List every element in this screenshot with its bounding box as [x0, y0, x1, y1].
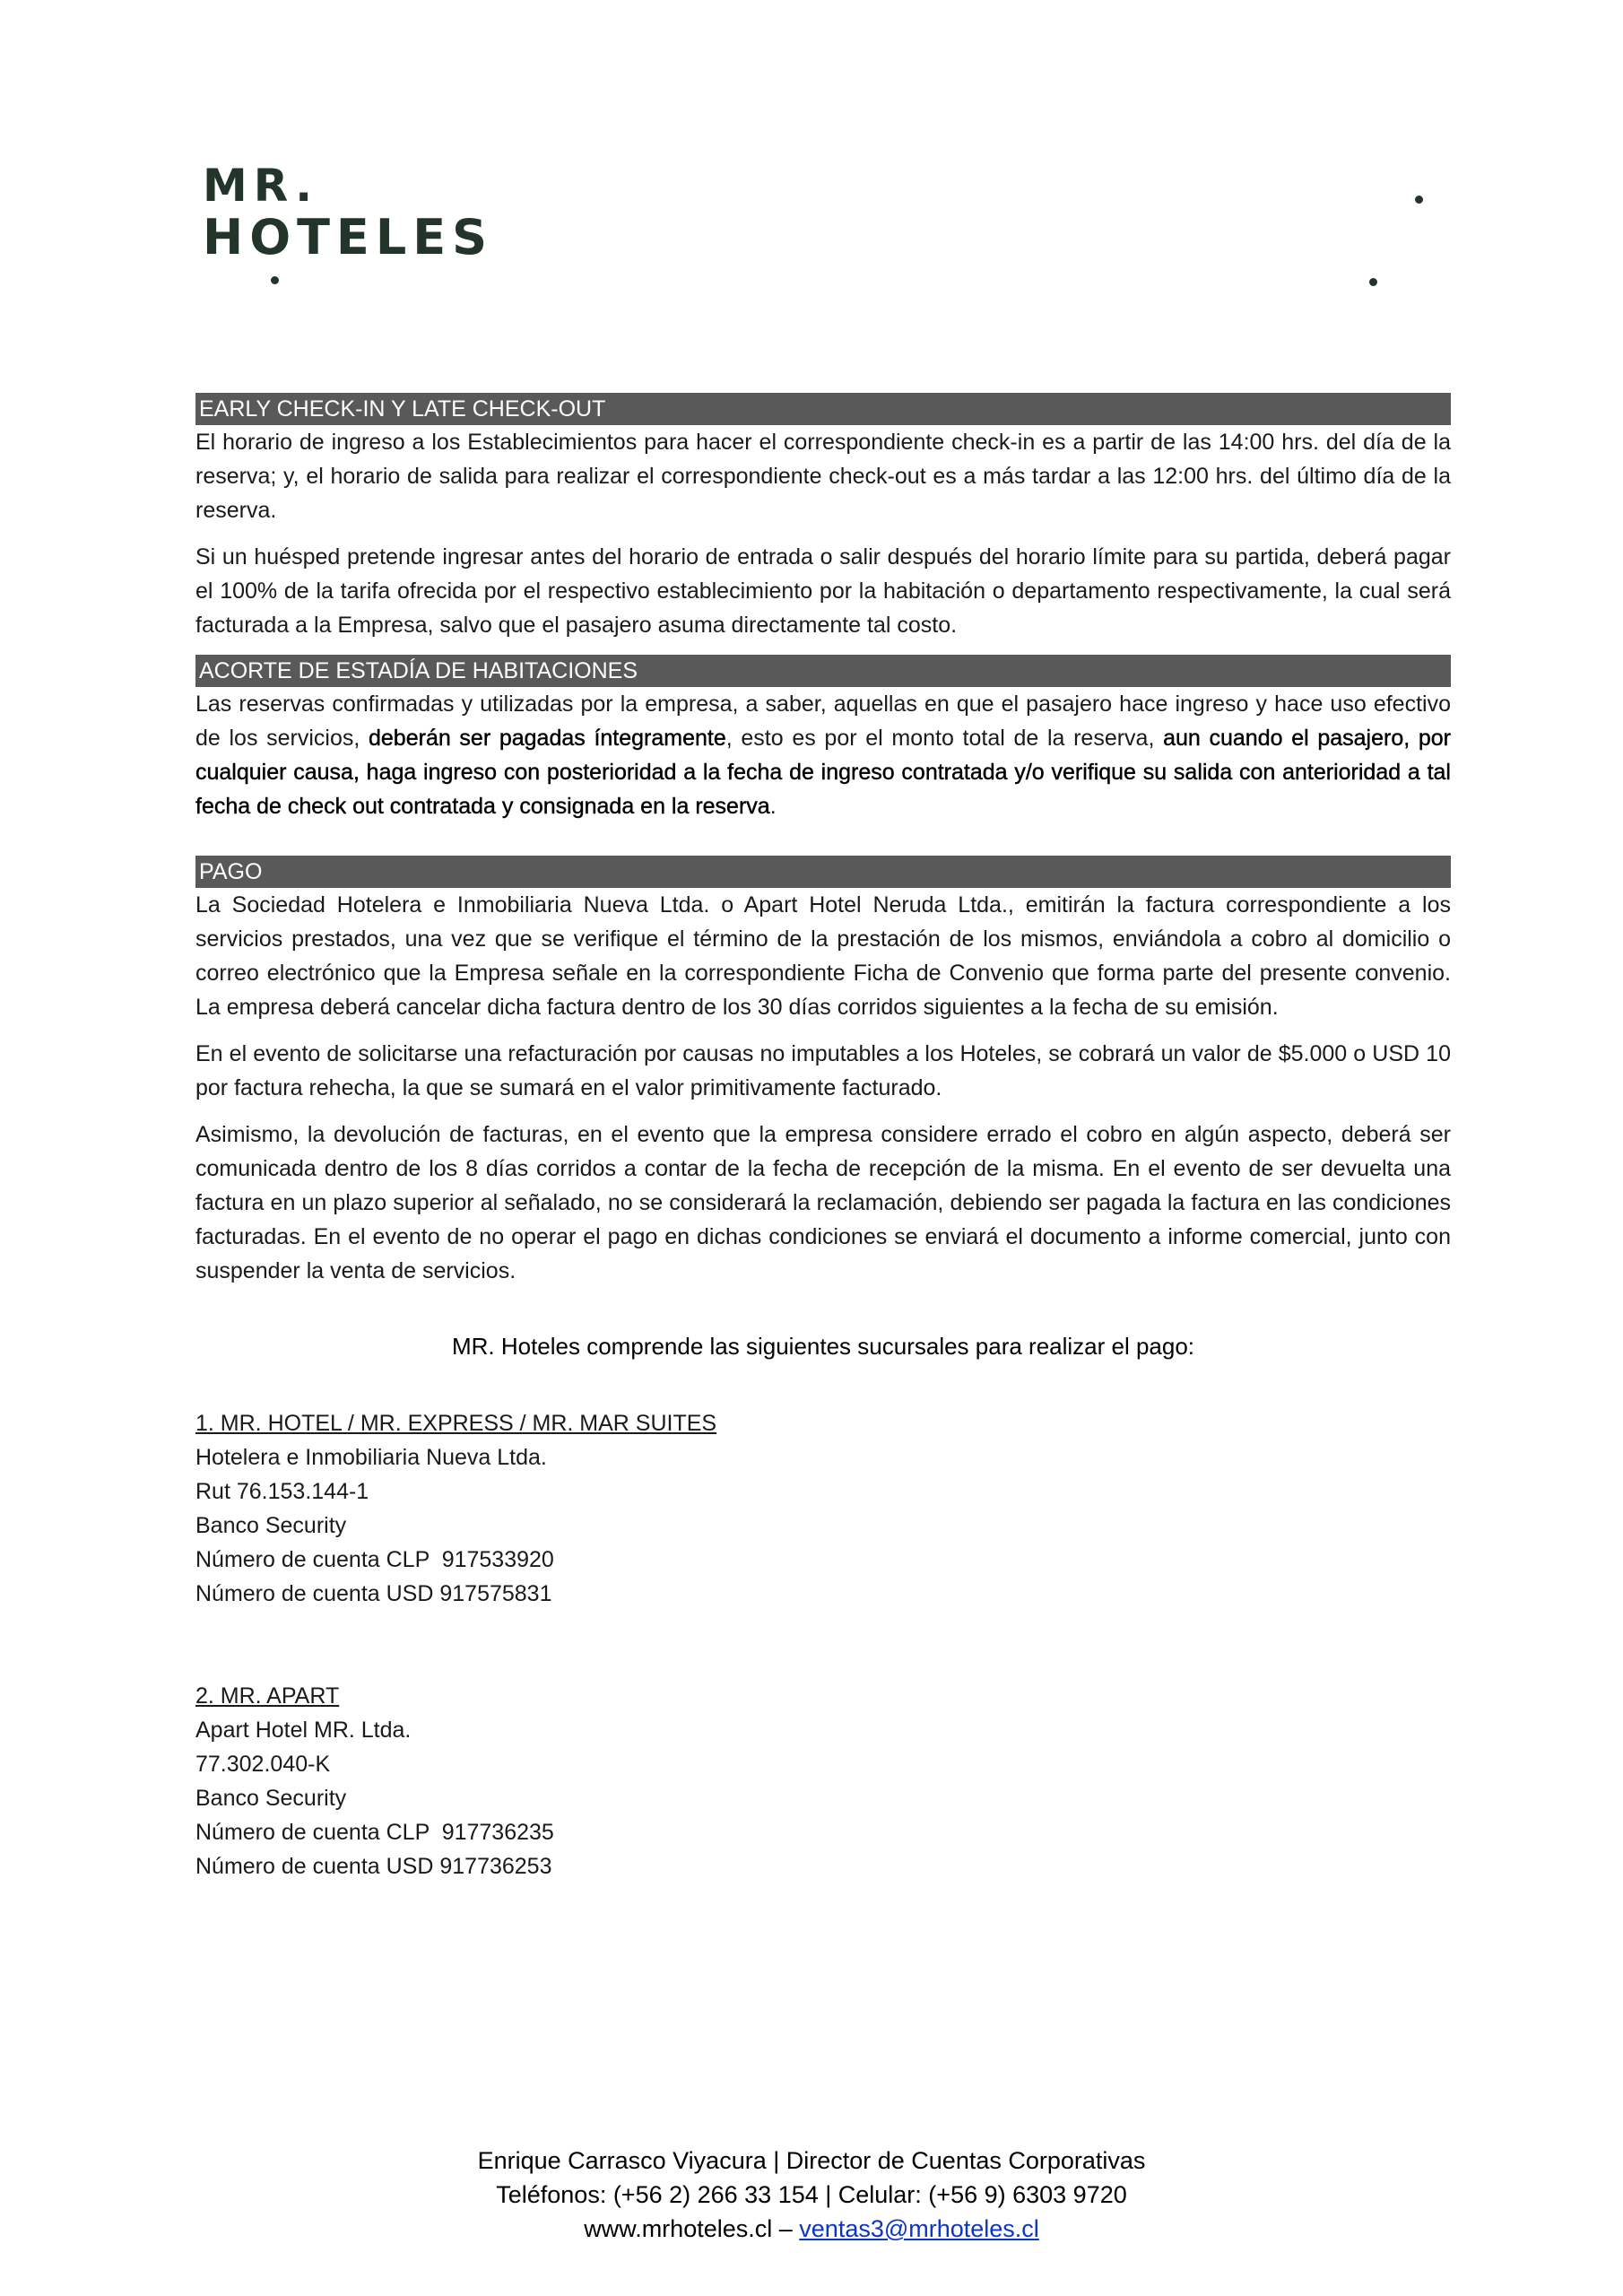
branch-1-company: Hotelera e Inmobiliaria Nueva Ltda.	[195, 1445, 547, 1470]
branch-1-title: 1. MR. HOTEL / MR. EXPRESS / MR. MAR SUITES	[195, 1411, 717, 1436]
acorte-text-d: aun cuando el pasajero, por cualquier causa, haga ingreso con posterioridad a la fecha de ingreso contratada y/o verifique su salida con anterioridad a tal fecha de check out contratada y consignada en la reserva	[195, 726, 1451, 819]
branch-2-account-usd: Número de cuenta USD 917736253	[195, 1854, 552, 1879]
logo-dot	[271, 276, 279, 284]
branch-2-account-clp: Número de cuenta CLP 917736235	[195, 1820, 554, 1845]
section-heading-checkin: EARLY CHECK-IN Y LATE CHECK-OUT	[195, 393, 1451, 425]
branch-2-company: Apart Hotel MR. Ltda.	[195, 1718, 412, 1743]
acorte-text-b: deberán ser pagadas íntegramente	[369, 726, 726, 751]
decor-dot-top	[1415, 196, 1423, 204]
branch-2	[195, 1679, 1451, 1883]
section-heading-acorte: ACORTE DE ESTADÍA DE HABITACIONES	[195, 655, 1451, 687]
checkin-paragraph-1: El horario de ingreso a los Establecimientos para hacer el correspondiente check-in es a partir de las 14:00 hrs. del día de la reserva; y, el horario de salida para realizar el correspondiente check-out es a más tardar a las 12:00 hrs. del último día de la reserva.	[195, 430, 1451, 523]
branch-1-bank: Banco Security	[195, 1513, 347, 1538]
section-heading-pago: PAGO	[195, 856, 1451, 888]
pago-paragraph-2: En el evento de solicitarse una refacturación por causas no imputables a los Hoteles, se cobrará un valor de $5.000 o USD 10 por factura rehecha, la que se sumará en el valor primitivamente facturado.	[195, 1041, 1451, 1100]
logo-text-line1: MR.	[203, 160, 319, 212]
branch-2-title: 2. MR. APART	[195, 1683, 340, 1709]
company-logo	[203, 160, 525, 289]
email-link[interactable]: ventas3@mrhoteles.cl	[799, 2215, 1039, 2242]
pago-paragraph-3: Asimismo, la devolución de facturas, en el evento que la empresa considere errado el cobro en algún aspecto, deberá ser comunicada dentro de los 8 días corridos a contar de la fecha de recepción de la misma. En el evento de ser devuelta una factura en un plazo superior al señalado, no se considerará la reclamación, debiendo ser pagada la factura en las condiciones facturadas. En el evento de no operar el pago en dichas condiciones se enviará el documento a informe comercial, junto con suspender la venta de servicios.	[195, 1122, 1451, 1283]
acorte-text-a: Las reservas confirmadas y utilizadas por la empresa, a saber, aquellas en que el pasajero hace ingreso y hace uso efectivo de los servicios,	[195, 691, 1451, 751]
acorte-text-c: , esto es por el monto total de la reserva,	[725, 726, 1164, 751]
document-body	[195, 393, 1451, 1883]
footer	[0, 2144, 1623, 2246]
branch-1-rut: Rut 76.153.144-1	[195, 1479, 369, 1504]
decor-dot-bottom	[1369, 278, 1377, 286]
footer-phones: Teléfonos: (+56 2) 266 33 154 | Celular: (+56 9) 6303 9720	[496, 2181, 1127, 2208]
branch-1	[195, 1406, 1451, 1611]
acorte-paragraph	[195, 687, 1451, 823]
branch-2-bank: Banco Security	[195, 1786, 347, 1811]
branch-1-account-usd: Número de cuenta USD 917575831	[195, 1581, 552, 1606]
pago-paragraph-1: La Sociedad Hotelera e Inmobiliaria Nueva Ltda. o Apart Hotel Neruda Ltda., emitirán la factura correspondiente a los servicios prestados, una vez que se verifique el término de la prestación de los mismos, enviándola a cobro al domicilio o correo electrónico que la Empresa señale en la correspondiente Ficha de Convenio que forma parte del presente convenio. La empresa deberá cancelar dicha factura dentro de los 30 días corridos siguientes a la fecha de su emisión.	[195, 892, 1451, 1020]
branches-title: MR. Hoteles comprende las siguientes sucursales para realizar el pago:	[451, 1333, 1195, 1360]
footer-links	[0, 2212, 1623, 2246]
branch-2-rut: 77.302.040-K	[195, 1752, 331, 1777]
website-text: www.mrhoteles.cl	[584, 2215, 773, 2242]
logo-text-line2: HOTELES	[203, 209, 494, 265]
acorte-text-e: .	[769, 794, 777, 819]
branch-1-account-clp: Número de cuenta CLP 917533920	[195, 1547, 554, 1572]
footer-contact-name: Enrique Carrasco Viyacura | Director de Cuentas Corporativas	[477, 2147, 1146, 2174]
footer-separator: –	[772, 2215, 800, 2242]
checkin-paragraph-2: Si un huésped pretende ingresar antes del horario de entrada o salir después del horario límite para su partida, deberá pagar el 100% de la tarifa ofrecida por el respectivo establecimiento por la habitación o departamento respectivamente, la cual será facturada a la Empresa, salvo que el pasajero asuma directamente tal costo.	[195, 544, 1451, 638]
